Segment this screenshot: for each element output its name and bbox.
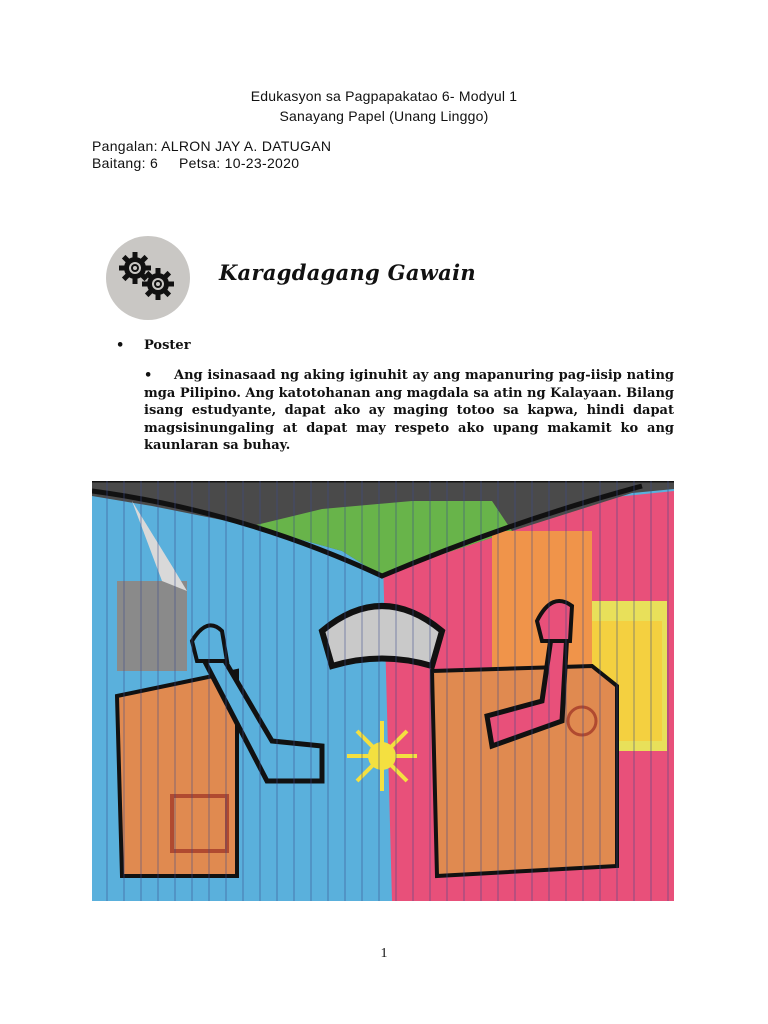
explanation-paragraph: [144, 367, 674, 455]
grade-and-date: Baitang: 6 Petsa: 10-23-2020: [92, 155, 300, 171]
student-name: Pangalan: ALRON JAY A. DATUGAN: [92, 138, 332, 154]
gears-icon: [106, 236, 190, 320]
list-bullet: •: [116, 338, 125, 353]
module-title: Edukasyon sa Pagpapakatao 6- Modyul 1: [250, 88, 518, 104]
worksheet-subtitle: Sanayang Papel (Unang Linggo): [279, 108, 489, 124]
poster-image: [92, 481, 674, 901]
section-icon-circle: [106, 236, 190, 320]
poster-label: Poster: [144, 338, 191, 353]
paragraph-text: Ang isinasaad ng aking iginuhit ay ang mapanuring pag-iisip nating mga Pilipino. Ang katotohanan ang magdala sa atin ng Kalayaan. Bilang isang estudyante, dapat ako ay maging totoo sa kapwa, hindi dapat magsisinungaling at dapat may respeto ako upang makamit ko ang kaunlaran sa buhay.: [144, 368, 674, 453]
poster-drawing: [92, 481, 674, 901]
paragraph-bullet: •: [144, 368, 153, 383]
section-title: Karagdagang Gawain: [219, 260, 476, 285]
page-number: 1: [380, 946, 388, 961]
